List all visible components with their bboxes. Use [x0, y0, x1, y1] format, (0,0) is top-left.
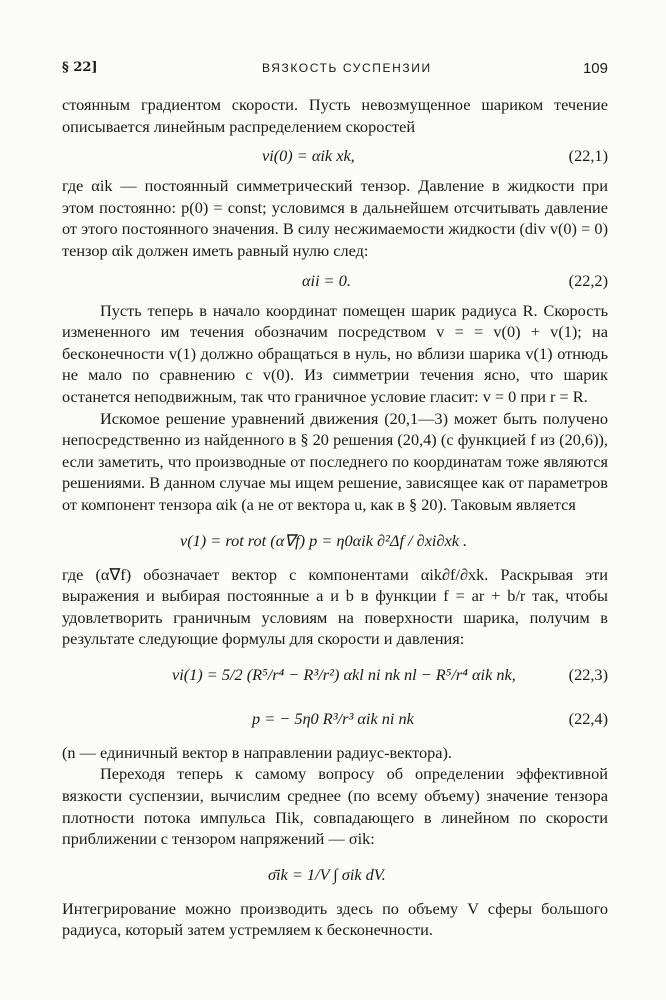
- paragraph: где (α∇f) обозначает вектор с компонентами αik∂f/∂xk. Раскрывая эти выражения и выбирая постоянные a и b в функции f = ar + b/r так, чтобы удовлетворить граничным условиям на поверхности шарика, получим в результате следующие формулы для скорости и давления:: [62, 564, 608, 649]
- paragraph: Пусть теперь в начало координат помещен шарик радиуса R. Скорость измененного им течения обозначим посредством v = = v(0) + v(1); на бесконечности v(1) должно обращаться в нуль, но вблизи шарика v(1) отнюдь не мало по сравнению с v(0). Из симметрии течения ясно, что шарик останется неподвижным, так что граничное условие гласит: v = 0 при r = R.: [62, 300, 608, 406]
- equation-22-2: [62, 266, 608, 296]
- equation-formula: v(1) = rot rot (α∇f) p = η0αik ∂²Δf / ∂xi∂xk .: [180, 530, 468, 550]
- equation-formula: p = − 5η0 R³/r³ αik ni nk: [252, 708, 414, 728]
- equation-v1-p: [62, 520, 608, 560]
- running-title: ВЯЗКОСТЬ СУСПЕНЗИИ: [262, 61, 432, 75]
- equation-number: (22,1): [568, 146, 608, 166]
- paragraph: Переходя теперь к самому вопросу об определении эффективной вязкости суспензии, вычислим среднее (по всему объему) значение тензора плотности потока импульса Πik, совпадающего в линейном по скорости приближении с тензором напряжений — σik:: [62, 764, 608, 849]
- equation-22-4: [62, 698, 608, 738]
- paragraph: стоянным градиентом скорости. Пусть невозмущенное шариком течение описывается линейным распределением скоростей: [62, 95, 608, 136]
- paragraph: Интегрирование можно производить здесь по объему V сферы большого радиуса, который затем устремляем к бесконечности.: [62, 898, 608, 940]
- running-header: [62, 58, 608, 80]
- equation-formula: αii = 0.: [302, 270, 351, 290]
- paragraph: где αik — постоянный симметрический тензор. Давление в жидкости при этом постоянно: p(0) = const; условимся в дальнейшем отсчитывать давление от этого постоянного значения. В силу несжимаемости жидкости (div v(0) = 0) тензор αik должен иметь равный нулю след:: [62, 176, 608, 260]
- section-ref: § 22]: [62, 60, 98, 75]
- page-number: 109: [582, 60, 608, 77]
- equation-number: (22,4): [568, 708, 608, 728]
- equation-22-1: [62, 141, 608, 171]
- equation-22-3: [62, 654, 608, 694]
- paragraph: Искомое решение уравнений движения (20,1—3) может быть получено непосредственно из найденного в § 20 решения (20,4) (с функцией f из (20,6)), если заметить, что производные от последнего по координатам тоже являются решениями. В данном случае мы ищем решение, зависящее как от параметров от компонент тензора αik (а не от вектора u, как в § 20). Таковым является: [62, 408, 608, 514]
- equation-formula: vi(1) = 5/2 (R⁵/r⁴ − R³/r²) αkl ni nk nl − R⁵/r⁴ αik nk,: [172, 664, 516, 684]
- equation-formula: vi(0) = αik xk,: [262, 146, 355, 166]
- equation-mean-stress: [62, 854, 608, 894]
- equation-formula: σ̄ik = 1/V ∫ σik dV.: [268, 864, 386, 884]
- paragraph: (n — единичный вектор в направлении радиус-вектора).: [62, 742, 452, 762]
- page-body: [62, 94, 608, 941]
- equation-number: (22,3): [568, 664, 608, 684]
- equation-number: (22,2): [568, 270, 608, 290]
